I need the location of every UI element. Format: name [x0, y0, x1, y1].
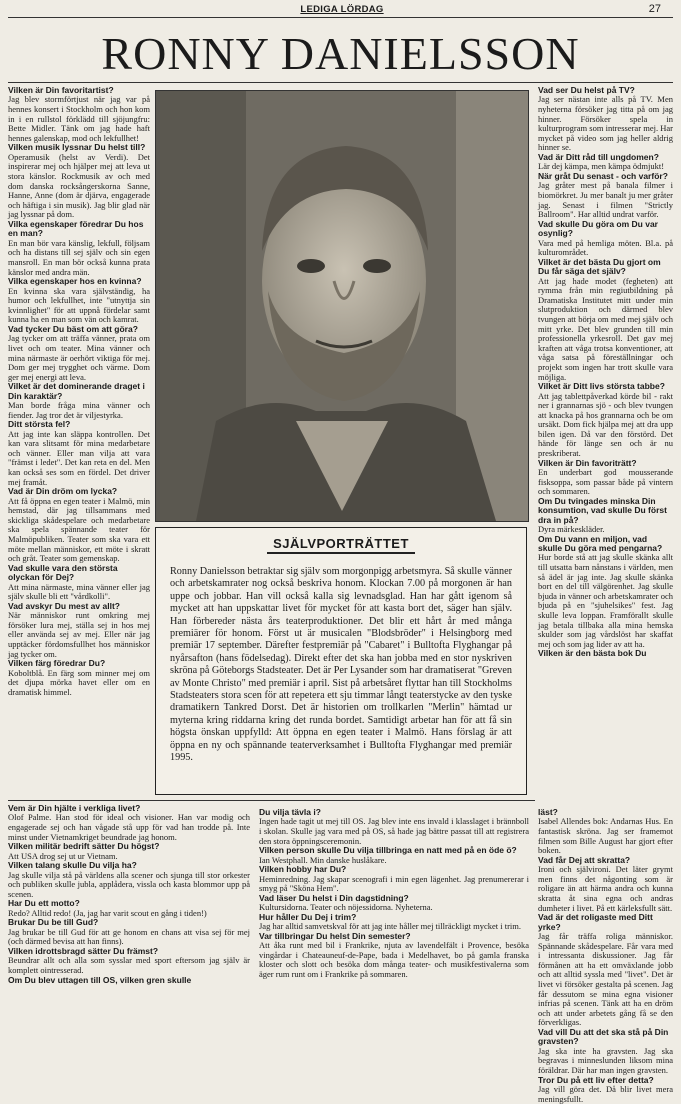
qa-column-bottom-1 [8, 804, 250, 1016]
headline: RONNY DANIELSSON [101, 28, 580, 79]
answer: Jag gråter mest på banala filmer i biomörkret. Ju mer banalt ju mer gråter jag. Senast i filmen "Strictly Ballroom". Har alltid undrat varför. [538, 180, 673, 220]
answer: Att jag inte kan släppa kontrollen. Det kan vara slitsamt för mina medarbetare och vänner. Eller man vilja att vara "främst i ledet". Det kan reta en del. Men kan också ses som en fördel. Det driver mej framåt. [8, 428, 150, 487]
page-number: 27 [648, 3, 661, 15]
question: Om Du blev uttagen till OS, vilken gren skulle [8, 974, 192, 985]
question: Vem är Din hjälte i verkliga livet? [8, 803, 141, 813]
answer: Ian Westphall. Min danske huslåkare. [259, 854, 387, 865]
answer: Att jag tablettpåverkad körde bil - rakt ner i grannarnas sjö - och blev tvungen att knacka på hos grannarna och be om ursäkt. Dom fick hjälpa mej att dra upp bilen igen. Då var den förstörd. Det hände för länge sen och är nu preskriberat. [538, 390, 673, 459]
answer: Hur borde stå att jag skulle skänka allt till utsatta barn nånstans i världen, men så ädel är jag inte. Jag skulle skänka bort en del till välgörenhet. Jag skulle bjuda in vänner och arbetskamrater och bjuda på en "sjuhelsikes" fest. Jag skulle leva loppan. Framförallt skulle jag betala tillbaka alla mina hemska skulder som jag vårdslöst har skaffat mej och som jag lider av att ha. [538, 552, 673, 649]
answer: Olof Palme. Han stod för ideal och visioner. Han var modig och engagerade sej och han vågade stå upp för vad han trodde på. Inte minst under Vietnamkriget beundrade jag honom. [8, 812, 250, 842]
qa-column-bottom-3 [538, 807, 673, 1104]
answer: Koboltblå. En färg som minner mej om det djupa mörka havet eller om en dramatisk himmel. [8, 667, 150, 697]
question: Vilket är Ditt livs största tabbe? [538, 381, 665, 392]
portrait-photo [155, 90, 529, 522]
answer: En man bör vara känslig, lekfull, följsam och ha distans till sej själv och sin egen mansroll. En man bör också kunna prata känslor med andra män. [8, 237, 150, 277]
answer: Att mina närmaste, mina vänner eller jag själv skulle bli ett "vårdkolli". [8, 581, 150, 602]
bottom-rule [8, 800, 535, 801]
answer: Att åka runt med bil i Frankrike, njuta av lavendelfält i Provence, besöka vingårdar i Chateauneuf-de-Pape, bada i Medelhavet, bo på gamla franska kloster och slott och besöka dom många teater- och musikfestivalerna som äger rum runt om i Frankrike på sommaren. [259, 940, 529, 979]
answer: När människor runt omkring mej försöker lura mej, ställa sej in hos mej eller använda sej av mej. Eller när jag upptäcker fördomsfullhet hos människor jag tycker om. [8, 610, 150, 659]
question: Har Du ett motto? [8, 898, 80, 909]
answer: Lär dej kämpa, men kämpa ödmjukt! [538, 161, 665, 172]
answer: Kultursidorna. Teater och nöjessidorna. Nyheterna. [259, 902, 433, 913]
question: Vad får Dej att skratta? [538, 854, 631, 865]
question: Vad tycker Du bäst om att göra? [8, 323, 138, 334]
question: Vilken är Din favoriträtt? [538, 457, 637, 468]
answer: En kvinna ska vara självständig, ha humor och lekfullhet, inte "utnyttja sin kvinnlighet" för att uppnå fördelar samt kunna ha en man som vän och kamrat. [8, 285, 150, 325]
answer: Operamusik (helst av Verdi). Det inspirerar mej och hjälper mej att leva ut stora känslor. Rockmusik av och med dom danska rocksångerskorna Sanne, Hanne, Anne (dom är djärva, engagerade och häftiga i sin musik). Jag blir glad när jag lyssnar på dom. [8, 151, 150, 220]
top-rule [8, 17, 673, 18]
question: Vilken hobby har Du? [259, 864, 347, 875]
answer: Beundrar allt och alla som sysslar med sport eftersom jag själv är komplett ointresserad. [8, 955, 250, 975]
answer: Att jag hade modet (fegheten) att rymma från min regiutbildning på Dramatiska Institutet mitt under min slutproduktion och därmed blev tvungen att börja om med mej själv och mitt yrke. Det blev grunden till min professionella yrkesroll. Det gav mej kraften att våga trotsa konventioner, att våga satsa på föreställningar och projekt som ingen har trott skulle vara möjliga. [538, 275, 673, 382]
question: Tror Du på ett liv efter detta? [538, 1074, 654, 1085]
question: Brukar Du be till Gud? [8, 917, 99, 928]
answer: Redo? Alltid redo! (Ja, jag har varit scout en gång i tiden!) [8, 907, 207, 918]
question: Om Du vann en miljon, vad skulle Du göra med pengarna? [538, 533, 663, 554]
answer: Heminredning. Jag skapar scenografi i min egen lägenhet. Jag prenumererar i smyg på "Sköna Hem". [259, 873, 529, 894]
question: Vad ser Du helst på TV? [538, 85, 635, 95]
question: Ditt största fel? [8, 419, 71, 430]
answer: Jag blev stormförtjust när jag var på hennes konsert i Stockholm och hon kom in i en rullstol förklädd till sjöjungfru: Bette Midler. Tänk om jag hade haft hennes galenskap, mod och lekfullhet! [8, 94, 150, 143]
question: Vilken är den bästa bok Du [538, 648, 647, 659]
answer: Jag får träffa roliga människor. Spännande skådespelare. Får vara med i intressanta diskussioner. Jag får förmånen att ha ett omväxlande jobb och att alltid syssla med "livet". Det är livet vi försöker gestalta på scenen. Jag får dessutom se mina egna visioner infrias på scenen. Tänk att ha en dröm och att under arbetets gång få se den förverkligas. [538, 930, 673, 1028]
section-name: LEDIGA LÖRDAG [300, 4, 384, 15]
box-title [156, 536, 526, 551]
question: Vad skulle Du göra om Du var osynlig? [538, 218, 658, 239]
answer: Jag ska inte ha gravsten. Jag ska begravas i minneslunden liksom mina föräldrar. Där har man ingen gravsten. [538, 1045, 673, 1075]
question: Vad är Din dröm om lycka? [8, 486, 118, 497]
box-body: Ronny Danielsson betraktar sig själv som morgonpigg arbetsmyra. Så skulle vänner och arbetskamrater nog också beskriva honom. Klockan 7.00 på morgonen är han uppe och jobbar. Han vill också kalla sig levnadsglad. Han har gått igenom så mycket att han uppskattar livet för mycket för att kasta bort det, säger han själv. Han förbereder nästa års teaterproduktioner. Det blir ett hårt år med många premiärer för honom. Först ut är musicalen "Blodsbröder" i Helsingborg med premiär 17 september. Därefter festpremiär på "Cabaret" i Bulltofta Flyghangar på nyårsafton (hans födelsedag). Direkt efter det ska han jobba med en stor nyskriven skröna på Göteborgs Stadsteater. Det är Per Lysander som har dramatiserat "Greven av Monte Christo" med premiär i april. Sist på arbetsåret flyttar han till Stockholms Stadsteaters stora scen för att repetera ett sju timmar långt teaterstycke av den tyske dramatikern Tankred Dorst. Det är historien om trollkarlen "Merlin" hämtad ur myterna kring riddarna kring det runda bordet. Samtidigt arbetar han för att få sin högsta önskan uppfylld: Att öppna en egen teater i Malmö. Hans förslag är att öppna en ny och spännande teaterverksamhet i Bulltofta Flyghangar med premiär 1995. [170, 566, 512, 764]
question: Vilket är det bästa Du gjort om Du får säga det själv? [538, 256, 661, 277]
answer: Jag brukar be till Gud för att ge honom en chans att visa sej för mej (och därmed bevisa att han finns). [8, 926, 250, 947]
question: Du vilja tävla i? [259, 807, 321, 817]
self-portrait-box [155, 527, 527, 795]
question: När gråt Du senast - och varför? [538, 170, 668, 181]
qa-column-right [538, 86, 673, 791]
question: Vad vill Du att det ska stå på Din gravsten? [538, 1026, 669, 1047]
question: Vad är Ditt råd till ungdomen? [538, 151, 659, 162]
answer: Att få öppna en egen teater i Malmö, min hemstad, där jag tillsammans med skickliga skådespelare och medarbetare ska spela spännande teater för Malmöpubliken. Teater som ska vara ett möte mellan människor, ett möte i skratt och gråt. Teater som gemenskap. [8, 495, 150, 564]
headline-rule [8, 82, 673, 83]
answer: Jag har alltid samvetskval för att jag inte håller mej tillräckligt mycket i trim. [259, 921, 522, 932]
question: Vilka egenskaper hos en kvinna? [8, 276, 142, 287]
question: Var tillbringar Du helst Din semester? [259, 930, 411, 941]
question: Vilket är det dominerande draget i Din karaktär? [8, 381, 145, 401]
answer: En underbart god mousserande fisksoppa, som passar både på vintern och sommaren. [538, 467, 673, 497]
question: Vilken färg föredrar Du? [8, 658, 106, 669]
qa-column-bottom-2 [259, 808, 529, 1016]
portrait-illustration [156, 91, 528, 521]
question: Hur håller Du Dej i trim? [259, 911, 357, 922]
question: Vad skulle vara den största olyckan för Dej? [8, 562, 118, 583]
box-title-text: SJÄLVPORTRÄTTET [267, 536, 415, 554]
question: läst? [538, 807, 558, 817]
answer: Man borde fråga mina vänner och fiender. Jag tror det är viljestyrka. [8, 400, 150, 420]
answer: Isabel Allendes bok: Andarnas Hus. En fantastisk skröna. Jag ser framemot filmen som Bille August har gjort efter boken. [538, 816, 673, 856]
question: Vilken musik lyssnar Du helst till? [8, 142, 146, 153]
answer: Dyra märkeskläder. [538, 524, 605, 535]
question: Vad är det roligaste med Ditt yrke? [538, 912, 653, 932]
question: Vilken är Din favoritartist? [8, 85, 114, 95]
question: Vilken talang skulle Du vilja ha? [8, 860, 137, 871]
answer: Jag skulle vilja stå på världens alla scener och sjunga till stor orkester och publiken skulle jubla, applådera, vissla och kasta blommor upp på scenen. [8, 869, 250, 899]
question: Vad läser Du helst i Din dagstidning? [259, 892, 409, 903]
question: Om Du tvingades minska Din konsumtion, vad skulle Du först dra in på? [538, 495, 667, 525]
answer: Jag vill göra det. Då blir livet mera meningsfullt. [538, 1083, 673, 1104]
answer: Att USA drog sej ut ur Vietnam. [8, 850, 118, 861]
answer: Jag tycker om att träffa vänner, prata om livet och om teater. Mina vänner och mina närmaste är oerhört viktiga för mej. Dom ger mej trygghet och värme. Dom ger mej energi att leva. [8, 333, 150, 382]
answer: Ironi och självironi. Det läter grymt men finns det någonting som är roligare än att härma andra och kunna skratta åt sina egna och andras dumheter i livet. På ett kärleksfullt sätt. [538, 864, 673, 913]
answer: Jag ser nästan inte alls på TV. Men nyheterna försöker jag titta på om jag hinner. Försöker spela in kulturprogram som intresserar mej. Har mycket på video som jag heller aldrig hinner se. [538, 94, 673, 153]
question: Vad avskyr Du mest av allt? [8, 600, 120, 611]
qa-column-left [8, 86, 150, 802]
question: Vilken militär bedrift sätter Du högst? [8, 841, 160, 852]
question: Vilken person skulle Du vilja tillbringa en natt med på en öde ö? [259, 845, 517, 856]
answer: Vara med på hemliga möten. Bl.a. på kulturområdet. [538, 237, 673, 258]
answer: Ingen hade tagit ut mej till OS. Jag blev inte ens invald i klasslaget i brännboll i skolan. Skulle jag vara med på OS, så hade jag bättre passat till att registrera den stora öppningsceremonin. [259, 816, 529, 846]
question: Vilka egenskaper föredrar Du hos en man? [8, 218, 144, 239]
question: Vilken idrottsbragd sätter Du främst? [8, 945, 159, 956]
